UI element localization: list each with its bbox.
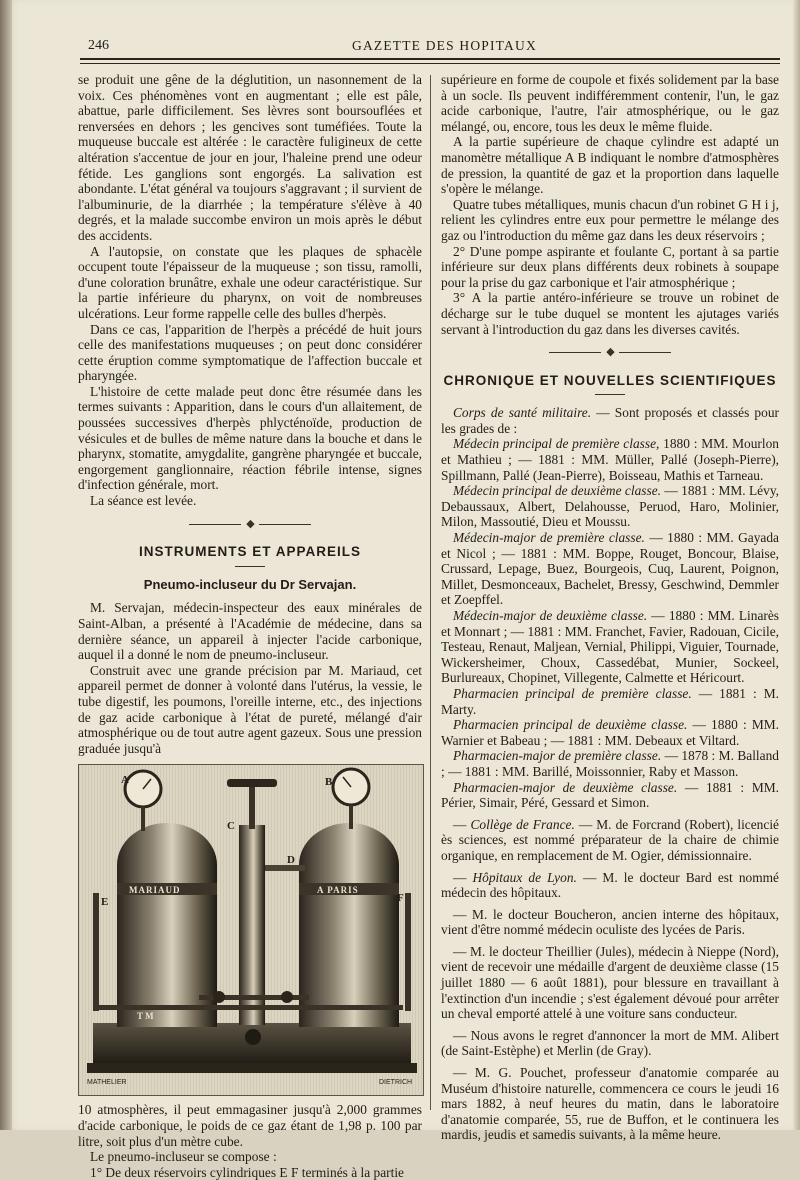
paragraph: 3° A la partie antéro-inférieure se trouve un robinet de décharge sur le tube duquel se montent les ajutages variés servant à l'introduction du gaz dans les diverses cavités. (441, 290, 779, 337)
paragraph: se produit une gêne de la déglutition, un nasonnement de la voix. Ces phénomènes vont en augmentant ; elle est pâle, abattue, parle difficilement. Ses lèvres sont boursouflées et renversées en dehors ; les gencives sont tuméfiées. Toute la muqueuse buccale est altérée : le caractère fuligineux de cette altération s'accentue de jour en jour, l'haleine prend une odeur fétide. Les ganglions sont engorgés. La salivation est abondante. L'état général va toujours s'aggravant ; il survient de l'albuminurie, de la diarrhée ; la température s'élève à 40 degrés, et la malade succombe environ un mois après le début des accidents. (78, 72, 422, 243)
news-item (441, 436, 779, 483)
engraver-signature-right: DIETRICH (379, 1079, 413, 1087)
news-item: — Nous avons le regret d'annoncer la mort de MM. Alibert (de Saint-Estèphe) et Merlin (de Gray). (441, 1027, 779, 1059)
figure-label-c: C (227, 820, 235, 833)
news-item (441, 780, 779, 811)
page-edge (793, 0, 800, 1130)
paragraph: 10 atmosphères, il peut emmagasiner jusqu'à 2,000 grammes d'acide carbonique, le poids de ce gaz étant de 1,98 p. 100 par litre, soit plus d'un mètre cube. (78, 1102, 422, 1149)
section-ornament: ◆ (441, 345, 779, 361)
pneumo-incluseur-illustration (78, 764, 424, 1096)
running-title: GAZETTE DES HOPITAUX (352, 38, 537, 53)
article-subtitle: Pneumo-incluseur du Dr Servajan. (143, 576, 357, 592)
news-item (441, 717, 779, 748)
news-item (441, 530, 779, 608)
paragraph: A la partie supérieure de chaque cylindre est adapté un manomètre métallique A B indiquant le nombre d'atmosphères de pression, la quantité de gaz et la proportion dans laquelle s'opère le mélange. (441, 134, 779, 197)
news-item-text: — 1880 : MM. Gayada et Nicol ; — 1881 : MM. Boppe, Rouget, Boncour, Blaise, Crussard, Lepage, Buez, Bourgeois, Cuq, Laurent, Poignon, Millet, Desmonceaux, Bachelet, Bressy, Geschwind, Demmler et Zoepffel. (441, 530, 779, 608)
page-number: 246 (88, 38, 109, 53)
section-title-instruments: INSTRUMENTS ET APPAREILS (138, 544, 361, 560)
figure-label-b: B (325, 776, 333, 789)
news-item-lead: Médecin-major de première classe. (453, 530, 645, 546)
news-item: — M. le docteur Boucheron, ancien interne des hôpitaux, vient d'être nommé médecin oculiste des lycées de Paris. (441, 906, 779, 938)
column-divider (430, 75, 431, 1110)
paragraph: A l'autopsie, on constate que les plaques de sphacèle occupent toute l'épaisseur de la muqueuse ; son tissu, ramolli, d'une coloration brunâtre, exhale une odeur caractéristique. Sur la partie inférieure du pharynx, on voit de nombreuses ulcérations. Leur forme rappelle celle des bulles d'herpès. (78, 243, 422, 321)
news-item (441, 608, 779, 686)
page-spine (0, 0, 12, 1130)
figure-label-a: A (121, 774, 129, 787)
paragraph: 2° D'une pompe aspirante et foulante C, portant à sa partie inférieure sur deux plans différents deux robinets à soupape pour la prise du gaz carbonique et l'air atmosphérique ; (441, 243, 779, 290)
paragraph: La séance est levée. (90, 493, 197, 509)
news-item-text: — 1881 : M. Marty. (441, 685, 779, 717)
news-item-lead: Médecin-major de deuxième classe. (453, 608, 648, 623)
paragraph: 1° De deux réservoirs cylindriques E F terminés à la partie (90, 1164, 404, 1180)
news-item: — Collège de France. — M. de Forcrand (Robert), licencié ès sciences, est nommé préparateur de la chaire de chimie organique, en remplacement de M. Ogier, démissionnaire. (441, 816, 779, 863)
news-item-lead: Pharmacien-major de deuxième classe. (453, 779, 678, 795)
news-item-lead: Médecin principal de deuxième classe. (453, 483, 662, 499)
cylinder-engraving-left: MARIAUD (129, 885, 181, 896)
news-item-lead: Corps de santé militaire. (453, 405, 592, 421)
news-item (441, 686, 779, 717)
paragraph: Le pneumo-incluseur se compose : (90, 1149, 277, 1165)
news-item: — Hôpitaux de Lyon. — M. le docteur Bard est nommé médecin des hôpitaux. (441, 869, 779, 901)
paragraph: M. Servajan, médecin-inspecteur des eaux minérales de Saint-Alban, a présenté à l'Académie de médecine, dans sa dernière séance, un appareil à injecter l'acide carbonique, auquel il a donné le nom de pneumo-incluseur. (78, 600, 422, 663)
paragraph: Construit avec une grande précision par M. Mariaud, cet appareil permet de donner à volonté dans l'utérus, la vessie, le tube digestif, les poumons, l'oreille interne, etc., des injections de gaz acide carbonique à l'état de pureté, mélangé d'air atmosphérique ou de tout autre agent gazeux. Sous une pression graduée jusqu'à (78, 662, 422, 756)
news-item (441, 405, 779, 436)
figure-label-d: D (287, 854, 295, 867)
section-title-chronique: CHRONIQUE ET NOUVELLES SCIENTIFIQUES (443, 372, 777, 388)
news-item-text: — Sont proposés et classés pour les grades de : (441, 405, 779, 436)
left-column (78, 72, 422, 1180)
news-item-lead: Pharmacien principal de deuxième classe. (453, 717, 688, 733)
paragraph: supérieure en forme de coupole et fixés solidement par la base à un socle. Ils peuvent indifféremment contenir, l'un, le gaz acide carbonique, l'autre, l'air atmosphérique, ou le gaz mélangé, ou, encore, tous les deux le même fluide. (441, 72, 779, 134)
figure-label-f: F (397, 892, 404, 905)
right-column (441, 72, 779, 1143)
paragraph: Quatre tubes métalliques, munis chacun d'un robinet G H i j, relient les cylindres entre eux pour permettre le mélange des gaz ou l'introduction du même gaz dans les deux réservoirs ; (441, 196, 779, 243)
news-item-lead: Pharmacien principal de première classe. (453, 685, 692, 701)
news-item-text: — 1880 : MM. Warnier et Babeau ; — 1881 : MM. Debeaux et Viltard. (441, 717, 779, 748)
news-item-text: — 1880 : MM. Linarès et Monnart ; — 1881 : MM. Franchet, Favier, Radouan, Cicile, Testeau, Renaut, Maljean, Vernial, Philippi, Viguier, Tournade, Wickersheimer, Choux, Cassedébat, Munier, Sockeel, Burlureaux, Chopinet, Villegente, Calmette et Héricourt. (441, 608, 779, 686)
header-rule-thin (80, 63, 780, 64)
news-item (441, 483, 779, 530)
news-item-text: — 1878 : M. Balland ; — 1881 : MM. Barillé, Moissonnier, Raby et Masson. (441, 748, 779, 779)
cylinder-engraving-right: A PARIS (317, 885, 359, 896)
news-item-lead: Hôpitaux de Lyon. (472, 869, 577, 885)
paragraph: Dans ce cas, l'apparition de l'herpès a précédé de huit jours celle des manifestations muqueuses ; on peut donc considérer cette éruption comme symptomatique de l'affection buccale et pharyngée. (78, 321, 422, 384)
news-item: — M. G. Pouchet, professeur d'anatomie comparée au Muséum d'histoire naturelle, commencera ce cours le jeudi 16 mars 1882, à neuf heures du matin, dans le laboratoire d'anatomie comparée, 55, rue de Buffon, et le continuera les mardis, jeudis et samedis suivants, à la même heure. (441, 1065, 779, 1143)
news-item: — M. le docteur Theillier (Jules), médecin à Nieppe (Nord), vient de recevoir une médaille d'argent de deuxième classe (15 juillet 1880 — 6 août 1881), pour blessure en travaillant à l'extinction d'un incendie ; s'est également dévoué pour arrêter un cheval emporté attelé à une voiture sans conducteur. (441, 943, 779, 1022)
news-item-text: — M. le docteur Bard est nommé médecin des hôpitaux. (441, 869, 779, 901)
news-item-text: 1880 : MM. Mourlon et Mathieu ; — 1881 : MM. Müller, Pallé (Joseph-Pierre), Spillmann, Pallé (Jean-Pierre), Boisseau, Mathis et Tarneau. (441, 436, 779, 483)
news-item-text: — 1881 : MM. Lévy, Debaussaux, Albert, Delahousse, Peruod, Haro, Molinier, Milon, Massoutié, Dieu et Moussu. (441, 483, 779, 530)
news-item-lead: Médecin principal de première classe, (453, 436, 660, 452)
header-rule (80, 58, 780, 60)
apparatus-drawing (79, 765, 423, 1095)
news-item (441, 748, 779, 779)
section-ornament: ◆ (78, 517, 422, 533)
paragraph: L'histoire de cette malade peut donc être résumée dans les termes suivants : Apparition, dans le cours d'un allaitement, de poussées successives d'herpès phlycténoïde, production de vésicules et de bulles de même nature dans la bouche et dans le pharynx, stomatite, amygdalite, gangrène pharyngée et buccale, engorgement ganglionnaire, réaction fébrile intense, signes d'infection générale, mort. (78, 383, 422, 493)
engraver-signature-left: MATHELIER (87, 1079, 127, 1087)
news-item-text: — M. de Forcrand (Robert), licencié ès sciences, est nommé préparateur de la chaire de chimie organique, en remplacement de M. Ogier, démissionnaire. (441, 816, 779, 863)
short-rule (595, 394, 625, 395)
news-item-lead: Pharmacien-major de première classe. (453, 748, 662, 764)
news-item-lead: Collège de France. (470, 816, 575, 832)
news-item-text: — 1881 : MM. Périer, Simair, Péré, Gessard et Simon. (441, 779, 779, 811)
figure-label-e: E (101, 896, 109, 909)
short-rule (235, 566, 265, 567)
figure-gauge-text: T M (137, 1011, 154, 1022)
